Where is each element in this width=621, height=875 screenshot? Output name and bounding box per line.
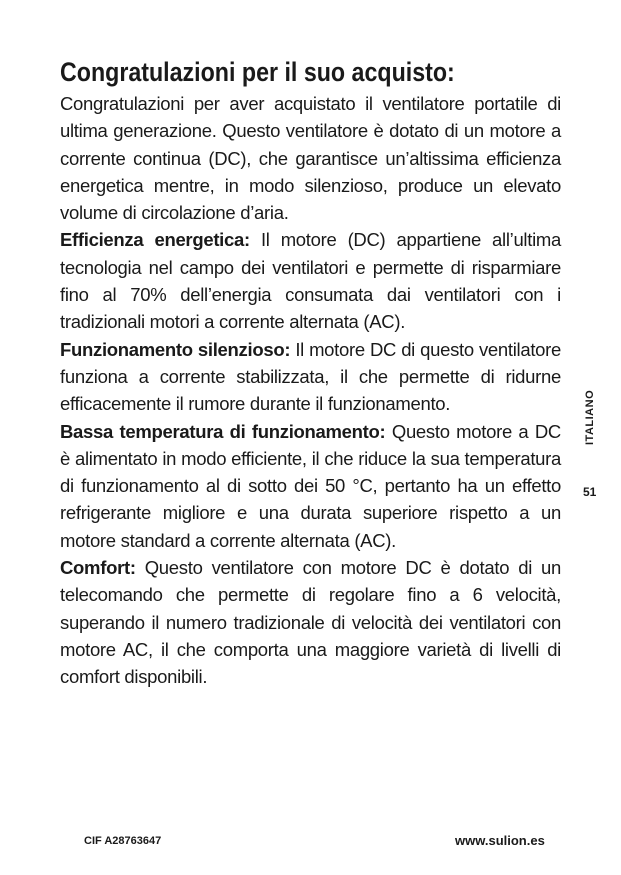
main-content <box>60 56 561 691</box>
page-number: 51 <box>583 485 597 499</box>
section-heading: Bassa temperatura di funzionamento: <box>60 420 386 442</box>
section-text: Questo motore a DC è alimentato in modo efficiente, il che riduce la sua temperatura di funzionamento al di sotto dei 50 °C, pertanto ha un effetto refrigerante migliore e una durata superiore rispetto a un motore standard a corrente alternata (AC). <box>60 420 561 551</box>
footer-cif: CIF A28763647 <box>84 835 162 847</box>
intro-paragraph: Congratulazioni per aver acquistato il ventilatore portatile di ultima generazione. Questo ventilatore è dotato di un motore a corrente continua (DC), che garantisce un’altissima efficienza energetica mentre, in modo silenzioso, produce un elevato volume di circolazione d’aria. <box>60 93 561 224</box>
section-low-temperature <box>60 418 561 554</box>
footer-website-link[interactable]: www.sulion.es <box>455 833 545 848</box>
section-text: Questo ventilatore con motore DC è dotato di un telecomando che permette di regolare fino a 6 velocità, superando il numero tradizionale di velocità dei ventilatori con motore AC, il che comporta una maggiore varietà di livelli di comfort disponibili. <box>60 557 561 688</box>
section-heading: Comfort: <box>60 557 136 579</box>
section-heading: Efficienza energetica: <box>60 229 250 251</box>
section-text: Il motore (DC) appartiene all’ultima tecnologia nel campo dei ventilatori e permette di risparmiare fino al 70% dell’energia consumata dai ventilatori con i tradizionali motori a corrente alternata (AC). <box>60 229 561 333</box>
section-silent-operation <box>60 336 561 418</box>
section-comfort <box>60 554 561 690</box>
page-title: Congratulazioni per il suo acquisto: <box>60 57 455 87</box>
section-text: Il motore DC di questo ventilatore funziona a corrente stabilizzata, il che permette di ridurne efficacemente il rumore durante il funzionamento. <box>60 338 562 415</box>
side-language-label: ITALIANO <box>584 389 596 445</box>
section-energy-efficiency <box>60 226 561 335</box>
section-heading: Funzionamento silenzioso: <box>60 338 291 360</box>
